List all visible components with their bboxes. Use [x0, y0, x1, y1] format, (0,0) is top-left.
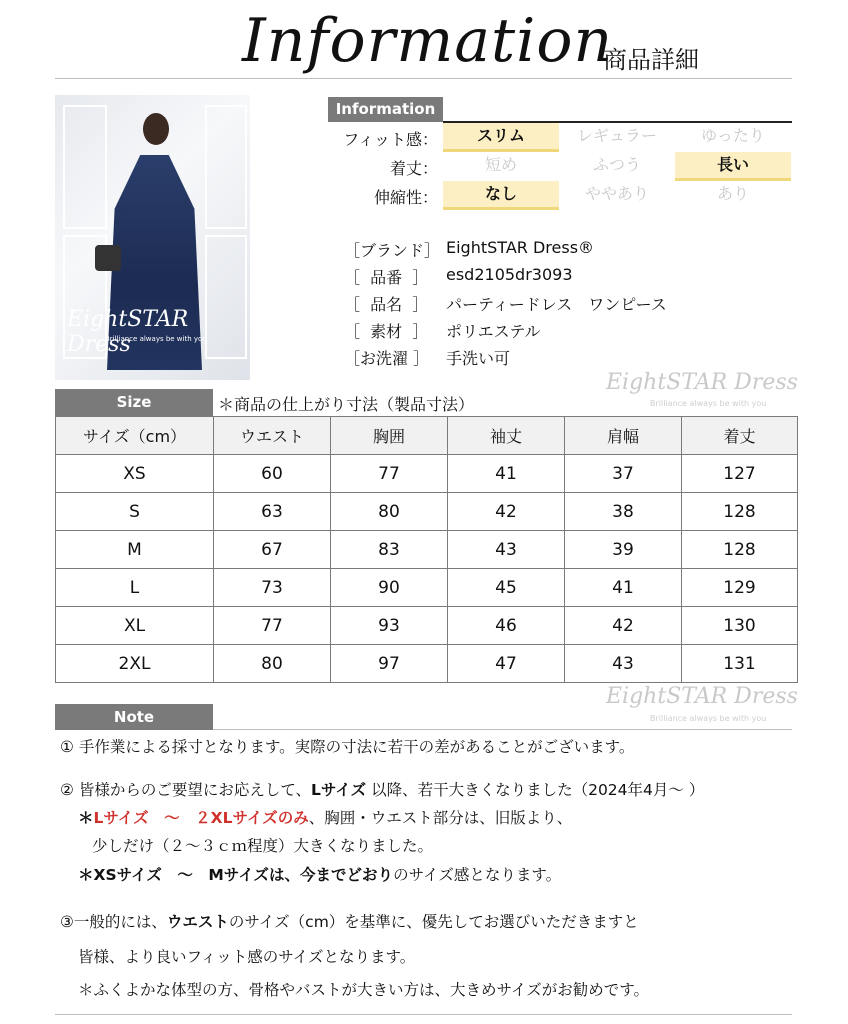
size-label-cell: XL	[56, 607, 214, 645]
detail-key: ［ 品番 ］	[344, 268, 429, 287]
note-2-text-a: ② 皆様からのご要望にお応えして、	[60, 781, 312, 799]
note-rule	[213, 729, 792, 730]
size-column-header: サイズ（cm）	[56, 417, 214, 455]
information-section-label: Information	[328, 97, 443, 122]
note-2-line-2	[78, 806, 572, 828]
detail-key: ［ 品名 ］	[344, 295, 429, 314]
table-row	[56, 645, 798, 683]
model-head	[143, 113, 169, 145]
size-column-header: ウエスト	[214, 417, 331, 455]
fit-option: あり	[716, 184, 749, 203]
fit-option: 短め	[484, 155, 517, 174]
fit-row-label: 着丈：	[389, 159, 438, 178]
fit-option-selected: 長い	[675, 152, 791, 181]
note-2-text-f: 、胸囲・ウエスト部分は、旧版より、	[308, 809, 573, 827]
detail-row	[344, 319, 784, 341]
size-value-cell: 131	[682, 645, 798, 683]
note-2-asterisk: ＊	[78, 809, 94, 827]
detail-key: ［お洗濯 ］	[344, 349, 430, 368]
size-value-cell: 47	[448, 645, 565, 683]
note-3-waist: ウエスト	[166, 913, 229, 931]
fit-option-selected: なし	[443, 181, 559, 210]
size-value-cell: 41	[565, 569, 682, 607]
note-2-line-3: 少しだけ（２〜３ｃｍ程度）大きくなりました。	[92, 837, 434, 855]
size-value-cell: 37	[565, 455, 682, 493]
watermark-sub-2: Brilliance always be with you	[650, 714, 767, 723]
note-2-text-c: 以降、若干大きくなりました（2024年4月〜 ）	[366, 781, 705, 799]
detail-value: ポリエステル	[446, 322, 541, 341]
size-section-label: Size	[55, 389, 213, 416]
size-label-cell: 2XL	[56, 645, 214, 683]
note-section-label: Note	[55, 704, 213, 730]
size-value-cell: 93	[331, 607, 448, 645]
size-value-cell: 67	[214, 531, 331, 569]
size-label-cell: L	[56, 569, 214, 607]
size-value-cell: 41	[448, 455, 565, 493]
note-2-highlight: Lサイズ 〜 ２XLサイズのみ	[93, 809, 309, 827]
size-value-cell: 63	[214, 493, 331, 531]
size-value-cell: 97	[331, 645, 448, 683]
note-2-line-4	[78, 863, 561, 885]
size-value-cell: 83	[331, 531, 448, 569]
watermark-text-2: EightSTAR Dress	[606, 684, 798, 709]
size-value-cell: 127	[682, 455, 798, 493]
size-value-cell: 46	[448, 607, 565, 645]
size-value-cell: 38	[565, 493, 682, 531]
fit-row-label: フィット感：	[343, 130, 438, 149]
page-title-jp: 商品詳細	[603, 46, 699, 74]
fit-option: ゆったり	[701, 126, 765, 145]
note-3-text-a: ③一般的には、	[60, 913, 167, 931]
detail-key: ［ブランド］	[344, 241, 441, 260]
size-column-header: 肩幅	[565, 417, 682, 455]
size-value-cell: 129	[682, 569, 798, 607]
note-1: ① 手作業による採寸となります。実際の寸法に若干の差があることがございます。	[60, 738, 635, 756]
fit-row-label: 伸縮性：	[373, 188, 438, 207]
fit-option: ふつう	[592, 155, 641, 174]
size-value-cell: 39	[565, 531, 682, 569]
detail-value: EightSTAR Dress®	[446, 238, 595, 257]
size-value-cell: 77	[214, 607, 331, 645]
size-value-cell: 42	[448, 493, 565, 531]
table-row	[56, 569, 798, 607]
note-2-text-i: のサイズ感となります。	[393, 866, 562, 884]
size-label-cell: S	[56, 493, 214, 531]
product-photo	[55, 95, 250, 380]
photo-watermark: EightSTAR Dress	[67, 307, 189, 357]
note-2-xs-m: ＊XSサイズ 〜 Mサイズは、今までどおり	[78, 866, 394, 884]
size-column-header: 着丈	[682, 417, 798, 455]
note-2-line-1	[60, 778, 704, 800]
note-2-l-size: Lサイズ	[311, 781, 367, 799]
size-column-header: 袖丈	[448, 417, 565, 455]
size-value-cell: 80	[214, 645, 331, 683]
size-value-cell: 43	[448, 531, 565, 569]
detail-row	[344, 238, 784, 260]
note-3-line-1	[60, 910, 639, 932]
table-row	[56, 531, 798, 569]
size-value-cell: 45	[448, 569, 565, 607]
table-row	[56, 607, 798, 645]
size-value-cell: 80	[331, 493, 448, 531]
handbag	[95, 245, 121, 271]
size-label-cell: M	[56, 531, 214, 569]
note-3-line-2: 皆様、より良いフィット感のサイズとなります。	[78, 948, 416, 966]
size-table	[55, 416, 798, 683]
note-3-line-3: ＊ふくよかな体型の方、骨格やバストが大きい方は、大きめサイズがお勧めです。	[78, 981, 650, 999]
watermark-sub: Brilliance always be with you	[650, 399, 767, 408]
size-label-cell: XS	[56, 455, 214, 493]
detail-row	[344, 292, 784, 314]
size-column-header: 胸囲	[331, 417, 448, 455]
detail-value: 手洗い可	[446, 349, 511, 368]
detail-value: esd2105dr3093	[446, 265, 573, 284]
size-value-cell: 43	[565, 645, 682, 683]
divider-top	[55, 78, 792, 79]
detail-key: ［ 素材 ］	[344, 322, 429, 341]
fit-option: ややあり	[584, 184, 649, 203]
size-value-cell: 77	[331, 455, 448, 493]
table-row	[56, 493, 798, 531]
size-value-cell: 128	[682, 493, 798, 531]
detail-row	[344, 265, 784, 287]
page-title-script: Information	[242, 6, 614, 76]
fit-option: レギュラー	[576, 126, 657, 145]
size-value-cell: 42	[565, 607, 682, 645]
detail-value: パーティードレス ワンピース	[446, 295, 667, 314]
note-3-text-c: のサイズ（cm）を基準に、優先してお選びいただきますと	[228, 913, 639, 931]
size-value-cell: 60	[214, 455, 331, 493]
size-value-cell: 90	[331, 569, 448, 607]
watermark-text: EightSTAR Dress	[606, 370, 798, 395]
size-value-cell: 128	[682, 531, 798, 569]
table-row	[56, 455, 798, 493]
size-value-cell: 73	[214, 569, 331, 607]
divider-bottom	[55, 1014, 792, 1015]
size-note: ＊商品の仕上がり寸法（製品寸法）	[218, 395, 475, 414]
photo-watermark-sub: Brilliance always be with you	[105, 335, 207, 343]
detail-row	[344, 346, 784, 368]
fit-option-selected: スリム	[443, 123, 559, 152]
size-value-cell: 130	[682, 607, 798, 645]
